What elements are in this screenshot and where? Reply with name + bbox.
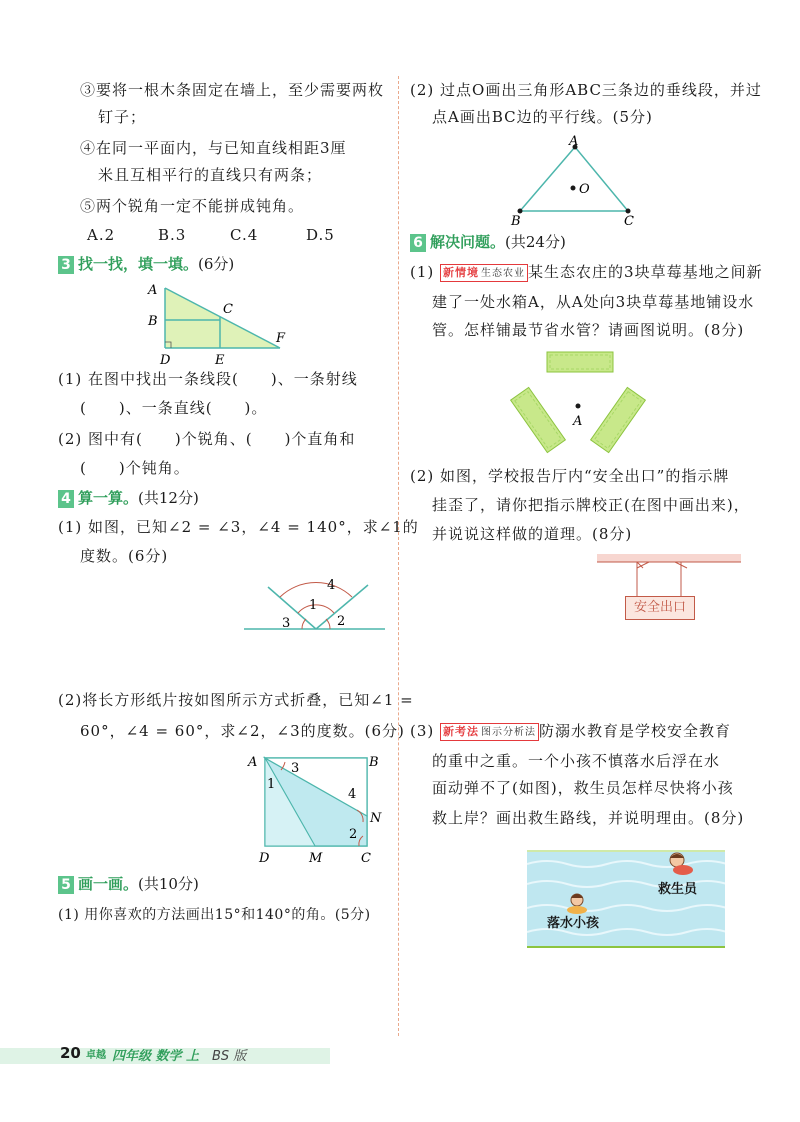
edition-label: BS 版 [212, 1049, 247, 1064]
page-number: 20 [60, 1044, 81, 1062]
angle-label-1: 1 [309, 598, 318, 613]
s6-q1-line2: 建了一处水箱A，从A处向3块草莓基地铺设水 [432, 293, 755, 311]
tri-label-a: A [569, 135, 579, 149]
exit-sign[interactable]: 安全出口 [625, 596, 695, 620]
ray-line-figure [140, 280, 300, 370]
s6-q1-number: (1) [410, 263, 435, 281]
section-3-score: (6分) [198, 255, 235, 273]
q2-item-3-line2: 钉子； [98, 108, 147, 126]
grade-subject: 四年级 数学 上 [112, 1049, 200, 1064]
fig-label-c: C [223, 302, 233, 317]
tri-label-b: B [511, 214, 521, 229]
rect-label-m: M [309, 851, 323, 866]
s4-q2-line2: 60°，∠4 = 60°，求∠2，∠3的度数。(6分) [80, 722, 405, 740]
s6-q3-number: (3) [410, 722, 435, 740]
section-4-heading [58, 488, 199, 508]
section-6-score: (共24分) [505, 233, 566, 251]
s6-q2-line1: (2) 如图，学校报告厅内“安全出口”的指示牌 [410, 467, 730, 485]
s4-q2-line1: (2)将长方形纸片按如图所示方式折叠，已知∠1 = [58, 691, 414, 709]
strawberry-fields-figure [500, 348, 660, 458]
rect-angle-4: 4 [348, 787, 357, 802]
s4-q1-line1: (1) 如图，已知∠2 = ∠3，∠4 = 140°，求∠1的 [58, 518, 419, 536]
s6-q1-text-1: 某生态农庄的3块草莓基地之间新 [528, 263, 763, 281]
rect-label-d: D [259, 851, 270, 866]
fig-label-d: D [160, 353, 171, 368]
rect-label-a: A [248, 755, 258, 770]
s4-q1-line2: 度数。(6分) [80, 547, 169, 565]
triangle-abc-figure [505, 135, 645, 230]
s6-q2-line2: 挂歪了，请你把指示牌校正(在图中画出来)， [432, 496, 750, 514]
s6-q3-line4: 救上岸？画出救生路线，并说明理由。(8分) [432, 809, 745, 827]
section-6-number: 6 [410, 234, 426, 252]
section-3-number: 3 [58, 256, 74, 274]
rect-label-n: N [370, 811, 382, 826]
water-tank-label: A [573, 414, 583, 429]
lifeguard-label: 救生员 [658, 882, 698, 897]
new-method-badge [440, 723, 539, 741]
s6-q1-line1 [410, 262, 763, 282]
section-6-heading [410, 232, 566, 252]
q2-option-b: B.3 [158, 226, 187, 244]
s6-q2-line3: 并说说这样做的道理。(8分) [432, 525, 633, 543]
q2-item-5: ⑤两个锐角一定不能拼成钝角。 [80, 197, 305, 215]
s5-q2-line2: 点A画出BC边的平行线。(5分) [432, 108, 653, 126]
new-context-badge-label: 新情境 [443, 266, 480, 279]
s3-q1-line1: (1) 在图中找出一条线段( )、一条射线 [58, 370, 358, 388]
section-5-score: (共10分) [138, 875, 199, 893]
fig-label-e: E [215, 353, 225, 368]
q2-option-c: C.4 [230, 226, 259, 244]
section-4-title: 算一算。 [78, 489, 139, 507]
rect-angle-1: 1 [267, 777, 276, 792]
child-label: 落水小孩 [547, 916, 600, 931]
new-method-badge-topic: 图示分析法 [481, 727, 537, 738]
s3-q1-line2: ( )、一条直线( )。 [80, 399, 268, 417]
s6-q3-line2: 的重中之重。一个小孩不慎落水后浮在水 [432, 752, 721, 770]
pool-figure [527, 850, 725, 948]
section-6-title: 解决问题。 [430, 233, 506, 251]
section-4-number: 4 [58, 490, 74, 508]
tri-label-o: O [579, 182, 590, 197]
angle-label-4: 4 [327, 578, 336, 593]
section-4-score: (共12分) [138, 489, 199, 507]
s6-q3-line1 [410, 721, 731, 741]
section-5-title: 画一画。 [78, 875, 139, 893]
section-5-number: 5 [58, 876, 74, 894]
fig-label-f: F [276, 331, 286, 346]
angles-figure [240, 575, 390, 635]
q2-option-d: D.5 [306, 226, 335, 244]
fig-label-a: A [148, 283, 158, 298]
brand-logo: 卓越 [86, 1050, 106, 1061]
rect-angle-2: 2 [349, 827, 358, 842]
folded-rectangle-figure [245, 748, 395, 868]
column-divider [398, 76, 399, 1036]
page-footer [0, 1040, 800, 1076]
q2-item-4-line1: ④在同一平面内，与已知直线相距3厘 [80, 139, 347, 157]
angle-label-3: 3 [282, 616, 291, 631]
s3-q2-line1: (2) 图中有( )个锐角、( )个直角和 [58, 430, 356, 448]
s6-q3-text-1: 防溺水教育是学校安全教育 [539, 722, 732, 740]
new-method-badge-label: 新考法 [443, 725, 480, 738]
s6-q3-line3: 面动弹不了(如图)，救生员怎样尽快将小孩 [432, 779, 734, 797]
fig-label-b: B [148, 314, 158, 329]
rect-angle-3: 3 [291, 761, 300, 776]
section-5-heading [58, 874, 199, 894]
s6-q1-line3: 管。怎样铺最节省水管？请画图说明。(8分) [432, 321, 745, 339]
rect-label-c: C [361, 851, 371, 866]
new-context-badge [440, 264, 528, 282]
angle-label-2: 2 [337, 614, 346, 629]
s3-q2-line2: ( )个钝角。 [80, 459, 190, 477]
s5-q2-line1: (2) 过点O画出三角形ABC三条边的垂线段，并过 [410, 81, 762, 99]
tri-label-c: C [624, 214, 634, 229]
rect-label-b: B [369, 755, 379, 770]
q2-option-a: A.2 [87, 226, 116, 244]
section-3-title: 找一找，填一填。 [78, 255, 199, 273]
section-3-heading [58, 254, 234, 274]
new-context-badge-topic: 生态农业 [481, 268, 526, 279]
q2-item-4-line2: 米且互相平行的直线只有两条； [98, 166, 323, 184]
s5-q1: (1) 用你喜欢的方法画出15°和140°的角。(5分) [58, 907, 371, 923]
q2-item-3-line1: ③要将一根木条固定在墙上，至少需要两枚 [80, 81, 385, 99]
